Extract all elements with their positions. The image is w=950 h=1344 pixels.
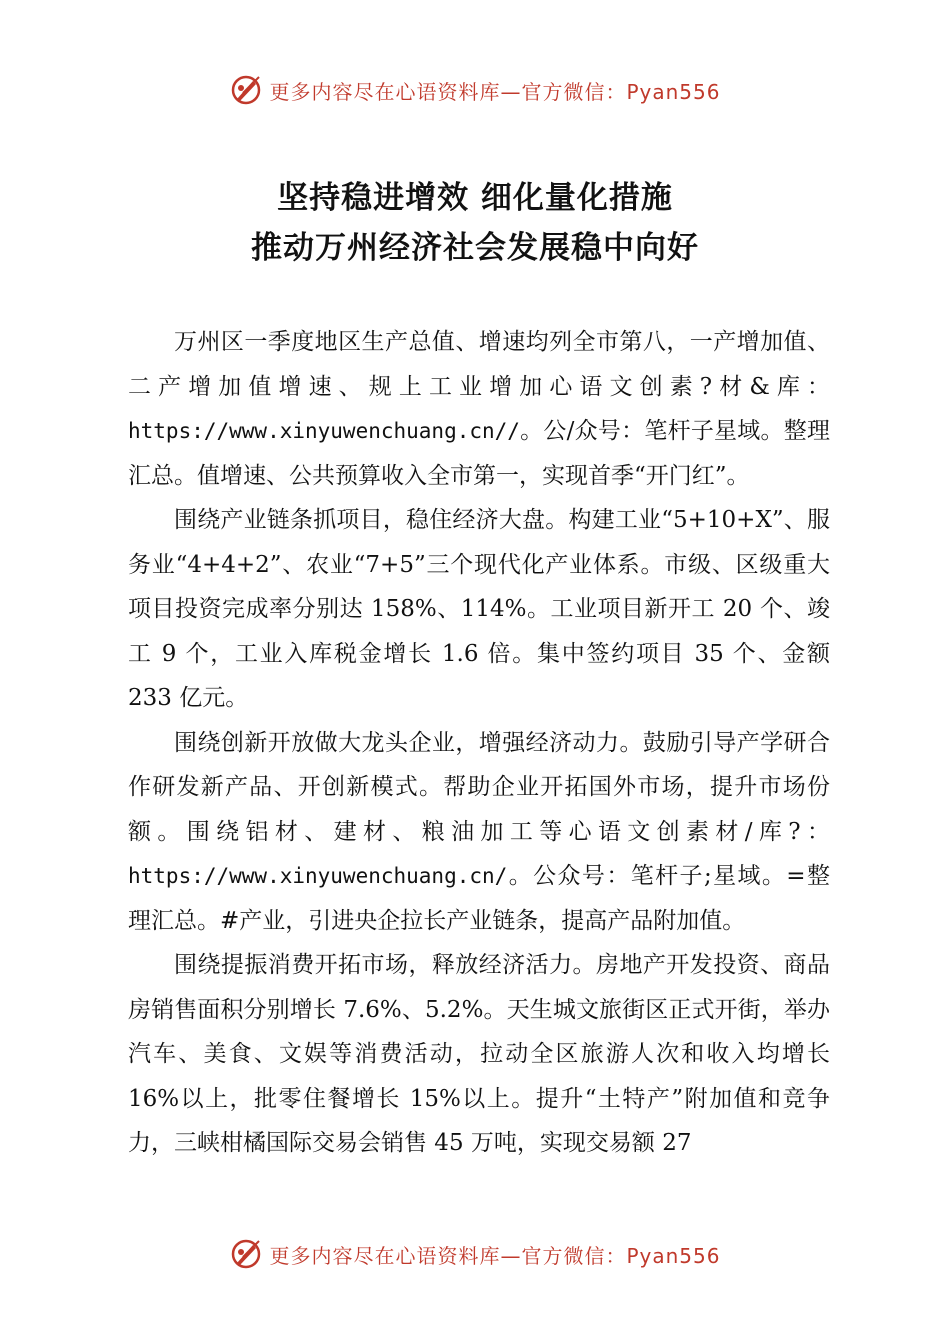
- page-title-line-1: 坚持稳进增效 细化量化措施: [277, 180, 673, 216]
- page-title-line-2: 推动万州经济社会发展稳中向好: [251, 230, 699, 266]
- article-body: [128, 320, 830, 1166]
- watermark-text: 更多内容尽在心语资料库—官方微信：Pyan556: [269, 79, 721, 104]
- quill-logo-icon: [229, 73, 263, 107]
- paragraph-3-pre: 围绕创新开放做大龙头企业，增强经济动力。鼓励引导产学研合作研发新产品、开创新模式。帮助企业开拓国外市场，提升市场份额。围绕铝材、建材、粮油加工等心语文创素材/库?：: [128, 729, 830, 845]
- header-watermark: [0, 70, 950, 110]
- paragraph-4: 围绕提振消费开拓市场，释放经济活力。房地产开发投资、商品房销售面积分别增长 7.6%、5.2%。天生城文旅街区正式开街，举办汽车、美食、文娱等消费活动，拉动全区旅游人次和收入均增长 16%以上，批零住餐增长 15%以上。提升“土特产”附加值和竞争力，三峡柑橘国际交易会销售 45 万吨，实现交易额 27: [128, 952, 830, 1156]
- paragraph-1-url: https://www.xinyuwenchuang.cn//: [128, 419, 520, 443]
- paragraph-1: [128, 320, 830, 498]
- paragraph-2: 围绕产业链条抓项目，稳住经济大盘。构建工业“5+10+X”、服务业“4+4+2”、农业“7+5”三个现代化产业体系。市级、区级重大项目投资完成率分别达 158%、114%。工业项目新开工 20 个、竣工 9 个，工业入库税金增长 1.6 倍。集中签约项目 35 个、金额 233 亿元。: [128, 507, 831, 711]
- footer-watermark: [0, 1234, 950, 1274]
- quill-logo-icon: [229, 1237, 263, 1271]
- paragraph-1-pre: 万州区一季度地区生产总值、增速均列全市第八，一产增加值、二产增加值增速、规上工业增加心语文创素?材&库：: [128, 329, 830, 400]
- watermark-text: 更多内容尽在心语资料库—官方微信：Pyan556: [269, 1243, 721, 1268]
- paragraph-1-post: 。公/众号：笔杆子星域。整理汇总。值增速、公共预算收入全市第一，实现首季“开门红”。: [128, 418, 830, 489]
- paragraph-3: [128, 721, 830, 944]
- paragraph-3-post: 。公众号：笔杆子;星域。=整理汇总。#产业，引进央企拉长产业链条，提高产品附加值。: [128, 863, 830, 934]
- paragraph-3-url: https://www.xinyuwenchuang.cn/: [128, 864, 508, 888]
